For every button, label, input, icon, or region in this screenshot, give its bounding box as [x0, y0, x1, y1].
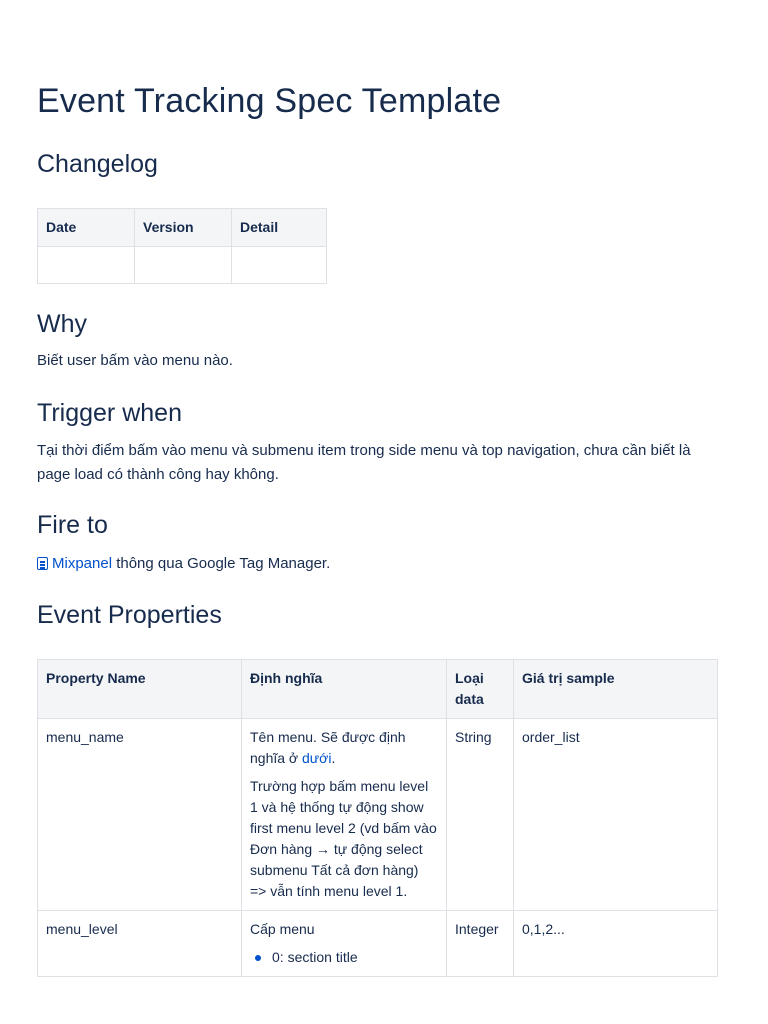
sample-cell[interactable]: order_list	[514, 719, 718, 911]
fire-to-suffix: thông qua Google Tag Manager.	[112, 555, 331, 572]
why-heading: Why	[37, 310, 87, 338]
changelog-heading: Changelog	[37, 150, 158, 178]
fire-to-text	[37, 552, 727, 576]
sample-cell[interactable]: 0,1,2...	[514, 911, 718, 977]
table-row	[38, 911, 718, 977]
data-type-cell[interactable]: String	[447, 719, 514, 911]
why-text: Biết user bấm vào menu nào.	[37, 352, 233, 369]
table-cell[interactable]	[135, 247, 232, 284]
event-properties-table	[37, 659, 718, 977]
definition-paragraph: Trường hợp bấm menu level 1 và hệ thống tự động show first menu level 2 (vd bấm vào Đơn hàng → tự động select submenu Tất cả đơn hàng) => vẫn tính menu level 1.	[250, 778, 437, 899]
column-header-version: Version	[135, 209, 232, 247]
page-title: Event Tracking Spec Template	[37, 82, 502, 120]
table-cell[interactable]	[232, 247, 327, 284]
definition-paragraph	[250, 727, 438, 769]
column-header-date: Date	[38, 209, 135, 247]
property-name-cell[interactable]: menu_name	[38, 719, 242, 911]
data-type-cell[interactable]: Integer	[447, 911, 514, 977]
changelog-table	[37, 208, 327, 284]
column-header-property-name: Property Name	[38, 660, 242, 719]
definition-bullet-list	[250, 947, 438, 968]
table-header-row	[38, 209, 327, 247]
table-cell[interactable]	[38, 247, 135, 284]
event-properties-heading: Event Properties	[37, 601, 222, 629]
definition-text: Tên menu. Sẽ được định nghĩa ở	[250, 729, 406, 766]
column-header-detail: Detail	[232, 209, 327, 247]
table-row	[38, 719, 718, 911]
trigger-heading: Trigger when	[37, 399, 182, 427]
property-name-cell[interactable]: menu_level	[38, 911, 242, 977]
mixpanel-link-label: Mixpanel	[52, 555, 113, 572]
definition-cell[interactable]	[242, 911, 447, 977]
table-row	[38, 247, 327, 284]
mixpanel-link[interactable]	[37, 555, 112, 572]
column-header-sample: Giá trị sample	[514, 660, 718, 719]
definition-link[interactable]: dưới	[302, 750, 332, 766]
column-header-data-type: Loại data	[447, 660, 514, 719]
table-header-row	[38, 660, 718, 719]
fire-to-heading: Fire to	[37, 511, 108, 539]
column-header-definition: Định nghĩa	[242, 660, 447, 719]
definition-cell[interactable]	[242, 719, 447, 911]
page-icon	[37, 557, 48, 570]
definition-text-end: .	[331, 750, 336, 766]
list-item: 0: section title	[272, 947, 438, 968]
definition-paragraph: Cấp menu	[250, 921, 315, 937]
trigger-text: Tại thời điểm bấm vào menu và submenu item trong side menu và top navigation, chưa cần biết là page load có thành công hay không.	[37, 442, 691, 483]
